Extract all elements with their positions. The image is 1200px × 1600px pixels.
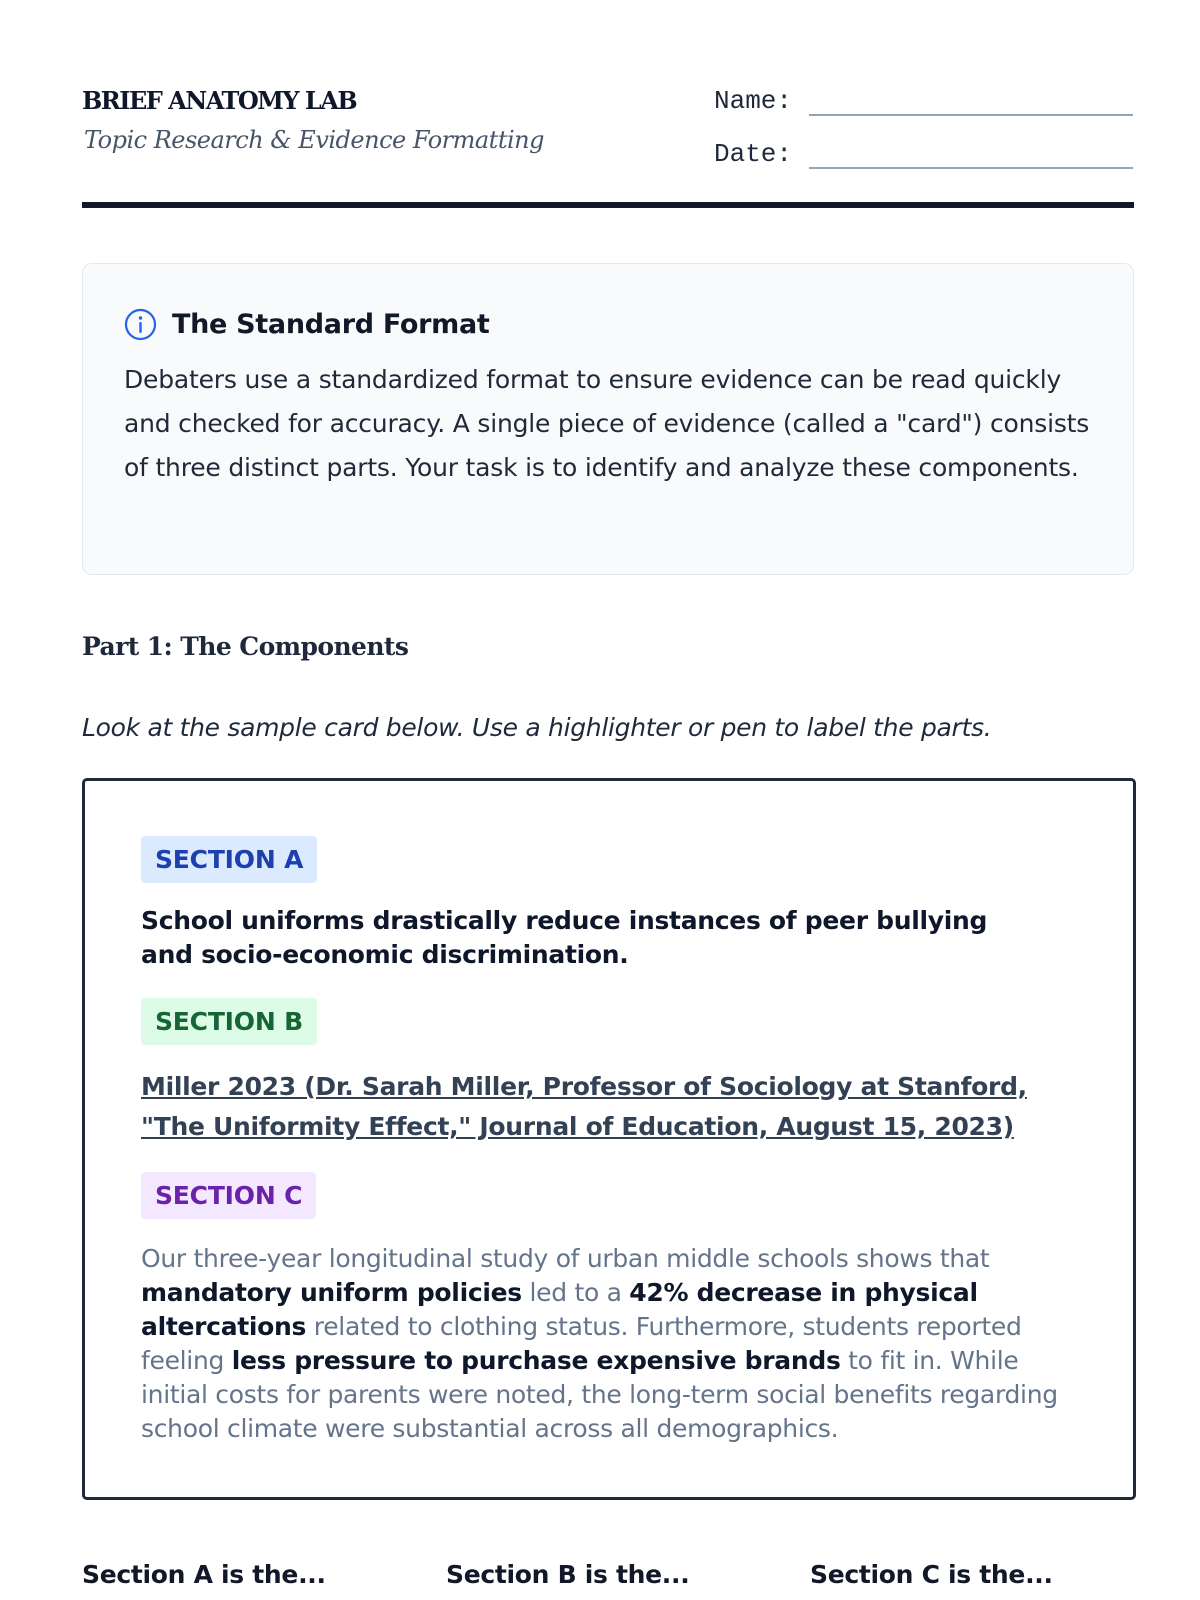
section-c-emphasis: 42% decrease in physical altercations bbox=[141, 1278, 978, 1341]
lab-title: BRIEF ANATOMY LAB bbox=[82, 86, 357, 115]
section-c-emphasis: mandatory uniform policies bbox=[141, 1278, 522, 1307]
part-1-instruction: Look at the sample card below. Use a highlighter or pen to label the parts. bbox=[82, 713, 992, 742]
section-b-badge: SECTION B bbox=[141, 998, 317, 1045]
name-line[interactable] bbox=[809, 84, 1133, 116]
date-line[interactable] bbox=[809, 137, 1133, 169]
section-c-segment: led to a bbox=[521, 1278, 630, 1307]
callout-body: Debaters use a standardized format to ensure evidence can be read quickly and checked for accuracy. A single piece of evidence (called a "card") consists of three distinct parts. Your task is to identify and analyze these components. bbox=[124, 365, 1090, 482]
date-label: Date: bbox=[714, 139, 793, 169]
section-c-segment: related to clothing status. Furthermore, students reported feeling bbox=[141, 1312, 1022, 1375]
section-c-segment: Our three-year longitudinal study of urban middle schools shows that bbox=[141, 1244, 990, 1273]
standard-format-callout bbox=[82, 263, 1134, 575]
date-field bbox=[714, 137, 1133, 169]
section-b-text: Miller 2023 (Dr. Sarah Miller, Professor of Sociology at Stanford, "The Uniformity Effect," Journal of Education, August 15, 2023) bbox=[141, 1072, 1027, 1141]
name-label: Name: bbox=[714, 86, 793, 116]
section-c-prompt: Section C is the... bbox=[810, 1560, 1053, 1589]
section-b-prompt: Section B is the... bbox=[446, 1560, 690, 1589]
worksheet-header bbox=[82, 72, 1134, 210]
callout-heading bbox=[124, 308, 490, 341]
section-c-text bbox=[141, 1242, 1086, 1446]
section-c-emphasis: less pressure to purchase expensive brands bbox=[231, 1346, 841, 1375]
part-1-title: Part 1: The Components bbox=[82, 632, 409, 661]
name-field bbox=[714, 84, 1133, 116]
info-icon bbox=[124, 308, 157, 341]
header-divider bbox=[82, 202, 1134, 208]
callout-title: The Standard Format bbox=[172, 309, 490, 340]
lab-subtitle: Topic Research & Evidence Formatting bbox=[84, 126, 544, 154]
section-c-badge: SECTION C bbox=[141, 1172, 316, 1219]
section-a-prompt: Section A is the... bbox=[82, 1560, 326, 1589]
section-c-segment: to fit in. While initial costs for parents were noted, the long-term social benefits regarding school climate were substantial across all demographics. bbox=[141, 1346, 1058, 1443]
section-a-badge: SECTION A bbox=[141, 836, 317, 883]
sample-evidence-card bbox=[82, 778, 1136, 1500]
section-a-text: School uniforms drastically reduce instances of peer bullying and socio-economic discrimination. bbox=[141, 906, 988, 969]
